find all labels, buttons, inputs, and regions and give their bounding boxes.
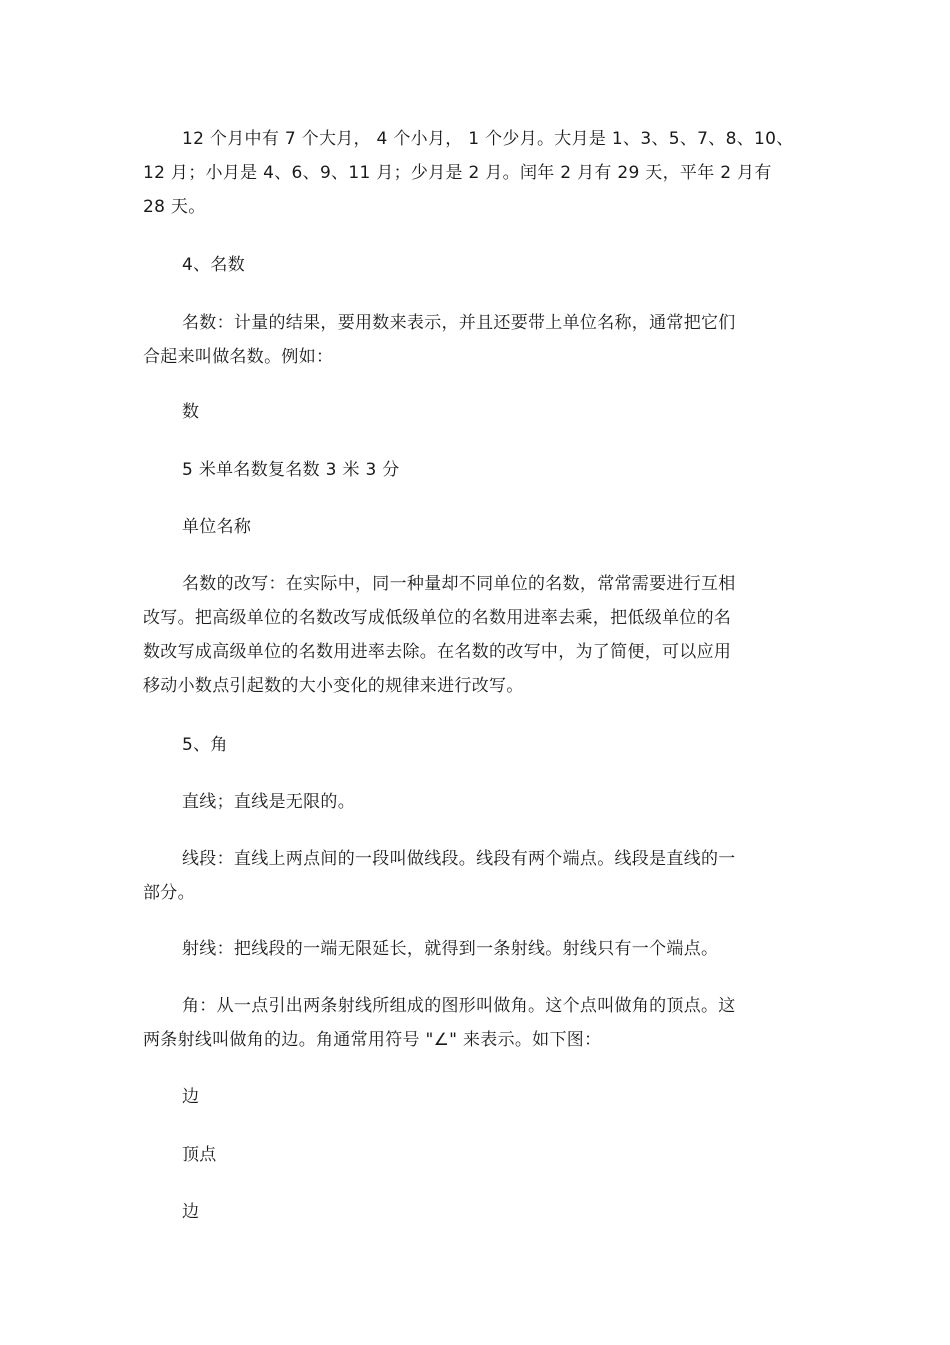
text-line: 直线；直线是无限的。 [182,792,355,812]
text-line: 数 [182,402,200,422]
text-line: 部分。 [143,883,195,903]
label-danwei-mingcheng [143,510,811,544]
text-line: 边 [182,1202,200,1222]
text-line: 合起来叫做名数。例如： [143,347,334,367]
heading-jiao [143,728,811,762]
text-line: 移动小数点引起数的大小变化的规律来进行改写。 [143,676,524,696]
paragraph-months [143,122,811,224]
text-line: 5 米单名数复名数 3 米 3 分 [182,460,400,480]
text-line: 两条射线叫做角的边。角通常用符号 "∠" 来表示。如下图： [143,1030,602,1050]
text-line: 顶点 [182,1145,217,1165]
text-line: 名数的改写：在实际中，同一种量却不同单位的名数，常常需要进行互相 [182,574,736,594]
text-line: 12 个月中有 7 个大月， 4 个小月， 1 个少月。大月是 1、3、5、7、8、10、 [182,129,794,149]
paragraph-jiao [143,989,811,1057]
text-line: 单位名称 [182,517,252,537]
paragraph-mingshu-definition [143,306,811,374]
text-line: 5、角 [182,735,228,755]
text-line: 28 天。 [143,197,206,217]
label-bian-top [143,1080,811,1114]
heading-mingshu [143,248,811,282]
text-line: 边 [182,1087,200,1107]
text-line: 改写。把高级单位的名数改写成低级单位的名数用进率去乘，把低级单位的名 [143,608,732,628]
text-line: 名数：计量的结果，要用数来表示，并且还要带上单位名称，通常把它们 [182,313,736,333]
example-mingshu [143,453,811,487]
paragraph-mingshu-gaixie [143,567,811,703]
paragraph-zhixian [143,785,811,819]
paragraph-shexian [143,932,811,966]
text-line: 4、名数 [182,255,246,275]
paragraph-xianduan [143,842,811,910]
label-dingdian [143,1138,811,1172]
text-line: 数改写成高级单位的名数用进率去除。在名数的改写中，为了简便，可以应用 [143,642,732,662]
text-line: 线段：直线上两点间的一段叫做线段。线段有两个端点。线段是直线的一 [182,849,736,869]
text-line: 射线：把线段的一端无限延长，就得到一条射线。射线只有一个端点。 [182,939,719,959]
label-bian-bottom [143,1195,811,1229]
text-line: 角：从一点引出两条射线所组成的图形叫做角。这个点叫做角的顶点。这 [182,996,736,1016]
label-shu [143,395,811,429]
text-line: 12 月；小月是 4、6、9、11 月；少月是 2 月。闰年 2 月有 29 天，平年 2 月有 [143,163,772,183]
